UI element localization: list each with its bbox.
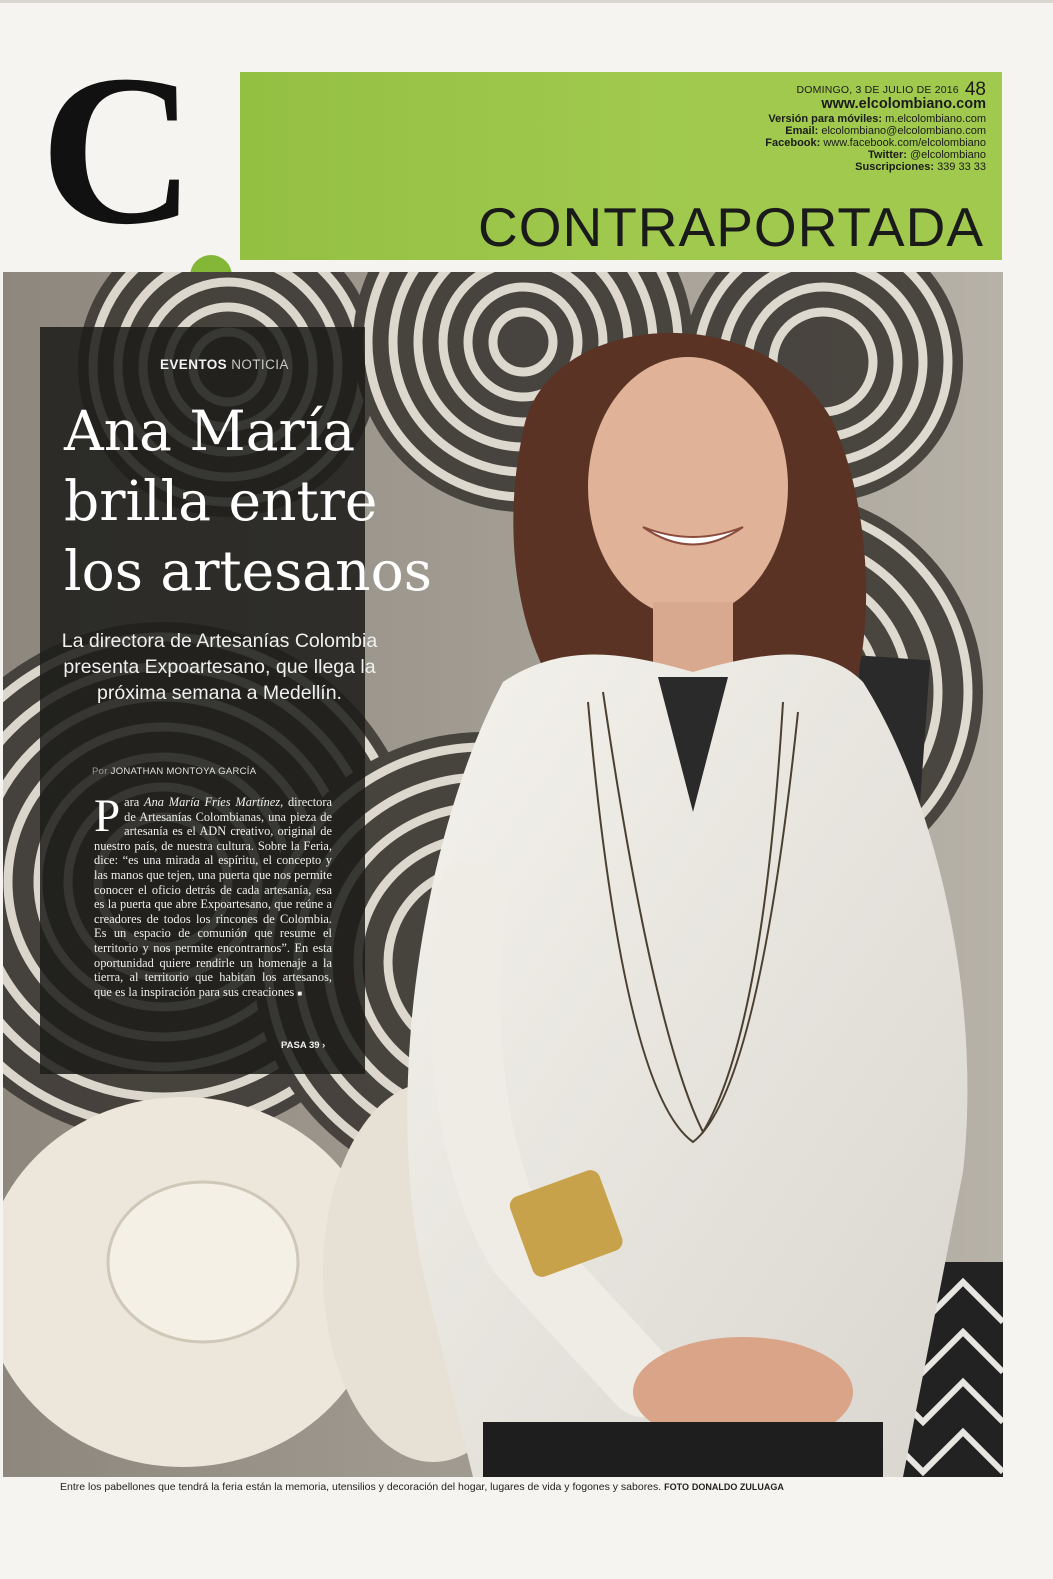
section-title: CONTRAPORTADA: [477, 196, 984, 258]
subheadline: La directora de Artesanías Colombia presenta Expoartesano, que llega la próxima semana a Medellín.: [61, 630, 378, 704]
email-label: Email:: [785, 125, 819, 137]
body-rest: , directora de Artesanías Colombianas, una pieza de artesanía es el ADN creativo, original de nuestro país, de nuestra cultura. Sobre la Feria, dice: “es una mirada al espíritu, el concepto y las manos que tejen, una puerta que nos permite conocer el oficio detrás de cada artesanía, esa es la puerta que abre Expoartesano, que reúne a creadores de todos los rincones de Colombia. Es un espacio de comunión que resume el territorio y nos permite encontrarnos”. En esta oportunidad quiere rendirle un homenaje a la tierra, al territorio que habitan los artesanos, que es la inspiración para sus creaciones: [94, 795, 333, 999]
contact-block: [765, 79, 986, 173]
article-body: [94, 790, 333, 1001]
twitter-label: Twitter:: [868, 149, 907, 161]
logo-letter: C: [40, 30, 190, 269]
facebook-label: Facebook:: [765, 137, 821, 149]
section-kicker: [160, 357, 289, 372]
byline: [92, 766, 256, 777]
twitter-link[interactable]: @elcolombiano: [910, 149, 986, 161]
website-link[interactable]: www.elcolombiano.com: [821, 96, 986, 112]
edition-date: DOMINGO, 3 DE JULIO DE 2016: [796, 84, 959, 96]
drop-cap: P: [94, 790, 121, 842]
end-mark: ■: [297, 988, 303, 998]
subscriptions-phone: 339 33 33: [937, 161, 986, 173]
newspaper-logo[interactable]: [40, 30, 235, 269]
headline-line-3: los artesanos: [64, 539, 432, 603]
subscriptions-label: Suscripciones:: [855, 161, 934, 173]
caption-text: Entre los pabellones que tendrá la feria están la memoria, utensilios y decoración del hogar, lugares de vida y fogones y sabores.: [60, 1481, 662, 1493]
body-start: ara: [124, 795, 145, 809]
mobile-link[interactable]: m.elcolombiano.com: [885, 113, 986, 125]
photo-credit-label: FOTO: [664, 1482, 689, 1492]
photo-caption: [60, 1481, 784, 1493]
byline-prefix: Por: [92, 766, 108, 777]
woman-face: [588, 357, 788, 617]
facebook-link[interactable]: www.facebook.com/elcolombiano: [823, 137, 986, 149]
headline: [64, 396, 524, 606]
page-top-rule: [0, 0, 1053, 3]
headline-line-2: brilla entre: [64, 469, 378, 533]
mobile-label: Versión para móviles:: [768, 113, 883, 125]
photo-credit: DONALDO ZULUAGA: [691, 1482, 784, 1492]
author-name: JONATHAN MONTOYA GARCÍA: [110, 766, 257, 777]
kicker-sub: NOTICIA: [231, 357, 289, 372]
continue-link[interactable]: PASA 39 ›: [281, 1040, 326, 1051]
header-band: [240, 72, 1002, 260]
body-name: Ana María Fríes Martínez: [144, 795, 281, 809]
headline-line-1: Ana María: [64, 399, 356, 463]
page-number: 48: [964, 79, 986, 100]
email-link[interactable]: elcolombiano@elcolombiano.com: [821, 125, 986, 137]
kicker-main: EVENTOS: [160, 357, 228, 372]
